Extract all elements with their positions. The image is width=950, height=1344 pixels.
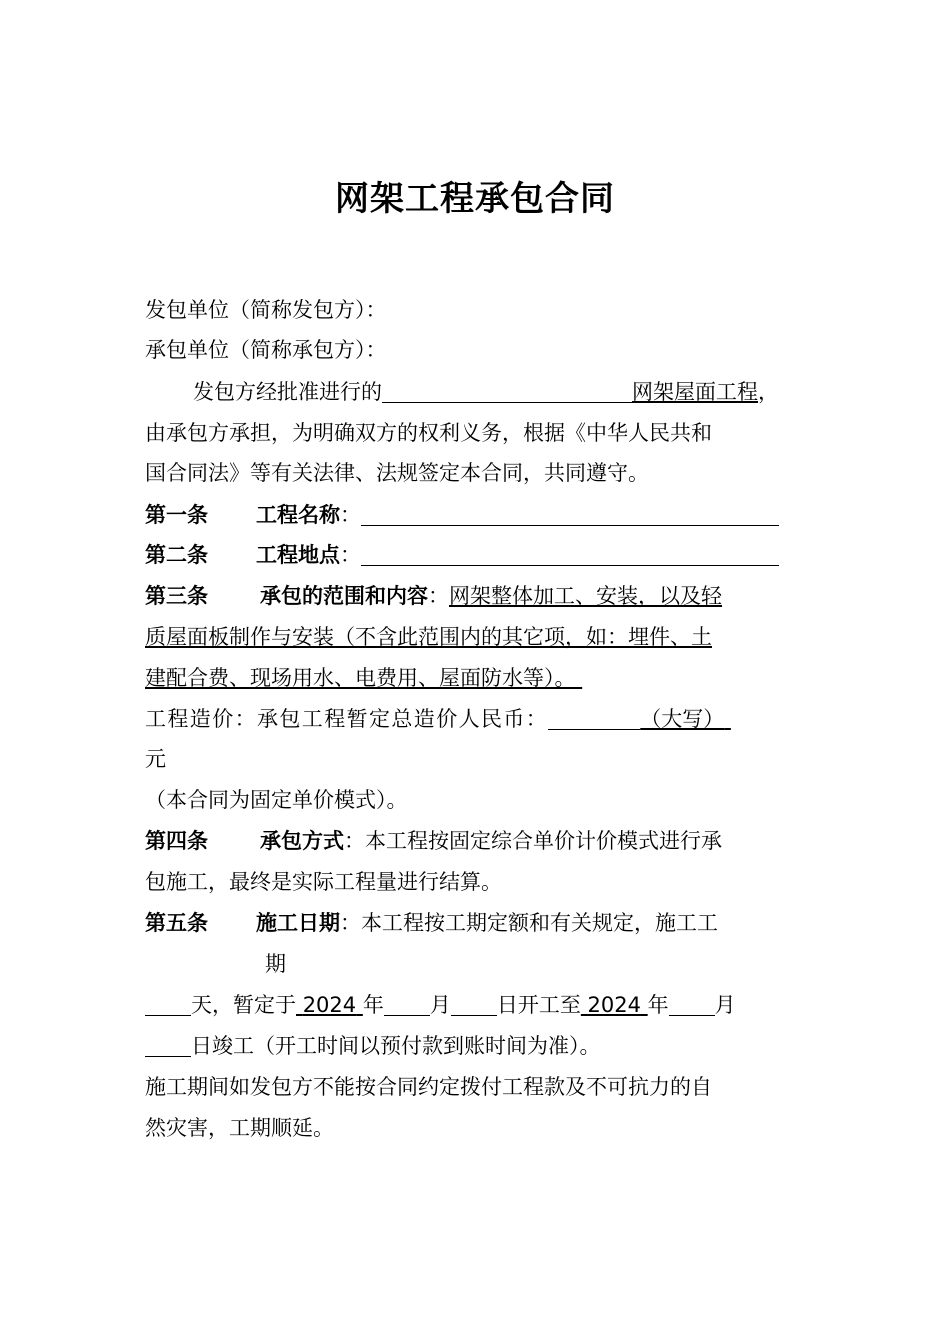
intro-comma: ， xyxy=(758,380,779,404)
project-type: 网架屋面工程 xyxy=(632,380,758,404)
article-5-line-2: 期 xyxy=(265,952,286,976)
start-day-field[interactable] xyxy=(451,989,497,1016)
intro-line-3: 国合同法》等有关法律、法规签定本合同，共同遵守。 xyxy=(145,461,649,485)
article-4-text-1: 本工程按固定综合单价计价模式进行承 xyxy=(365,829,722,853)
party-a-label: 发包单位（简称发包方）： xyxy=(145,298,387,322)
delay-line-1: 施工期间如发包方不能按合同约定拨付工程款及不可抗力的自 xyxy=(145,1075,712,1099)
price-unit: 元 xyxy=(145,747,166,771)
project-blank-field[interactable] xyxy=(382,376,632,403)
article-3-text-1: 网架整体加工、安装，以及轻 xyxy=(449,584,722,608)
article-4-number: 第四条 xyxy=(145,829,208,853)
article-2 xyxy=(145,535,810,575)
party-b-label: 承包单位（简称承包方）： xyxy=(145,338,387,362)
article-3-title: 承包的范围和内容 xyxy=(260,584,428,608)
price-mode: （本合同为固定单价模式）。 xyxy=(145,788,408,812)
schedule-start-text: 日开工至 xyxy=(496,993,581,1017)
article-4-title: 承包方式 xyxy=(260,829,344,853)
article-5-line-1 xyxy=(145,903,810,943)
price-amount-field[interactable] xyxy=(548,703,640,730)
article-3-colon: ： xyxy=(428,584,449,608)
project-location-field[interactable] xyxy=(361,539,779,566)
article-4-line-1 xyxy=(145,821,810,861)
article-2-title: 工程地点 xyxy=(256,543,340,567)
start-year-char: 年 xyxy=(362,993,384,1017)
article-3-line-2 xyxy=(145,617,810,657)
article-3-text-2: 质屋面板制作与安装（不含此范围内的其它项，如：埋件、土 xyxy=(145,625,712,649)
article-4-colon: ： xyxy=(344,829,365,853)
article-1-number: 第一条 xyxy=(145,503,208,527)
article-3-text-3: 建配合费、现场用水、电费用、屋面防水等）。 xyxy=(145,666,576,690)
end-month-char: 月 xyxy=(714,993,736,1017)
price-capital-label: （大写） xyxy=(640,707,725,731)
article-4-line-2: 包施工，最终是实际工程量进行结算。 xyxy=(145,870,502,894)
party-b-line xyxy=(145,330,810,370)
duration-days-field[interactable] xyxy=(145,989,191,1016)
article-1 xyxy=(145,495,810,535)
article-3-line-3 xyxy=(145,658,810,698)
schedule-end-text: 日竣工（开工时间以预付款到账时间为准）。 xyxy=(191,1034,601,1058)
start-month-char: 月 xyxy=(429,993,451,1017)
end-year-char: 年 xyxy=(647,993,669,1017)
schedule-days-text: 天，暂定于 xyxy=(191,993,296,1017)
schedule-line-2 xyxy=(145,1026,810,1066)
intro-line-2: 由承包方承担，为明确双方的权利义务，根据《中华人民共和 xyxy=(145,421,712,445)
article-5-colon: ： xyxy=(340,911,361,935)
start-month-field[interactable] xyxy=(384,989,430,1016)
schedule-line-1 xyxy=(145,985,810,1025)
article-1-colon: ： xyxy=(340,503,361,527)
article-5-text-1: 本工程按工期定额和有关规定，施工工 xyxy=(361,911,718,935)
intro-prefix: 发包方经批准进行的 xyxy=(193,380,382,404)
end-day-field[interactable] xyxy=(145,1030,191,1057)
article-5-title: 施工日期 xyxy=(256,911,340,935)
page-title: 网架工程承包合同 xyxy=(335,179,615,219)
start-year: 2024 xyxy=(302,993,357,1017)
article-1-title: 工程名称 xyxy=(256,503,340,527)
article-2-colon: ： xyxy=(340,543,361,567)
project-name-field[interactable] xyxy=(361,499,779,526)
party-a-line xyxy=(145,290,810,330)
price-line xyxy=(145,699,810,739)
intro-line-1 xyxy=(193,372,833,412)
price-prefix: 工程造价：承包工程暂定总造价人民币： xyxy=(145,707,549,731)
article-3-number: 第三条 xyxy=(145,584,208,608)
end-year: 2024 xyxy=(587,993,641,1017)
article-3-line-1 xyxy=(145,576,810,616)
article-5-number: 第五条 xyxy=(145,911,208,935)
article-2-number: 第二条 xyxy=(145,543,208,567)
delay-line-2: 然灾害，工期顺延。 xyxy=(145,1116,334,1140)
end-month-field[interactable] xyxy=(669,989,715,1016)
